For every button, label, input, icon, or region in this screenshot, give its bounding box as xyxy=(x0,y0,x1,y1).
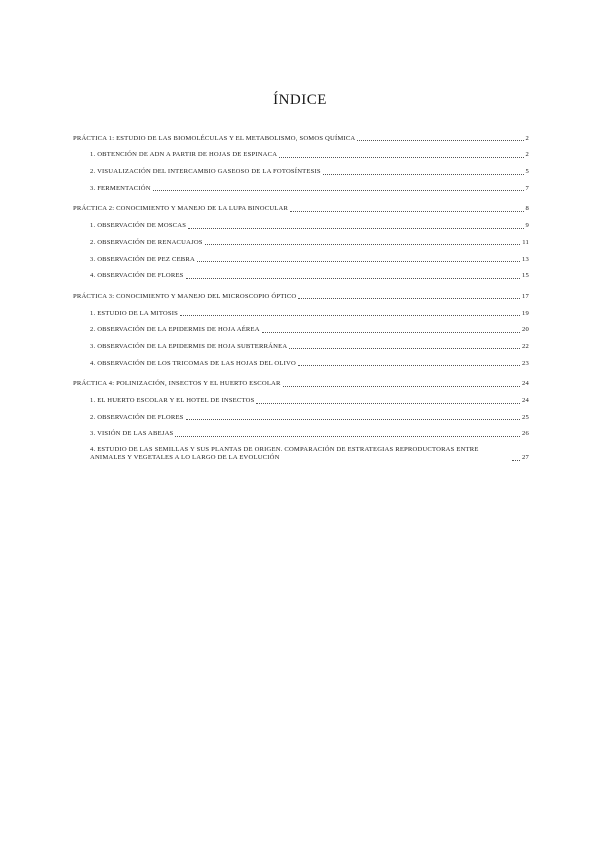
dot-leader xyxy=(357,140,523,141)
dot-leader xyxy=(205,244,521,245)
toc-entry-label: 3. OBSERVACIÓN DE PEZ CEBRA xyxy=(90,255,195,263)
toc-entry-3-2[interactable] xyxy=(73,318,529,335)
toc-entry-label: 2. OBSERVACIÓN DE LA EPIDERMIS DE HOJA AÉREA xyxy=(90,326,260,334)
toc-entry-page: 20 xyxy=(522,326,529,334)
toc-entry-page: 2 xyxy=(525,134,529,142)
toc-entry-practica-1[interactable] xyxy=(73,126,529,143)
toc-entry-page: 13 xyxy=(522,255,529,263)
toc-entry-page: 15 xyxy=(522,272,529,280)
toc-entry-2-1[interactable] xyxy=(73,213,529,230)
toc-entry-page: 7 xyxy=(525,184,529,192)
toc-entry-label: 4. OBSERVACIÓN DE LOS TRICOMAS DE LAS HOJAS DEL OLIVO xyxy=(90,359,296,367)
toc-entry-page: 5 xyxy=(525,168,529,176)
toc-entry-page: 26 xyxy=(522,430,529,438)
toc-entry-page: 24 xyxy=(522,397,529,404)
toc-entry-page: 25 xyxy=(522,413,529,421)
dot-leader xyxy=(262,332,520,333)
toc-entry-2-3[interactable] xyxy=(73,247,529,264)
toc-entry-practica-4[interactable] xyxy=(73,372,529,389)
toc-entry-label: 2. OBSERVACIÓN DE RENACUAJOS xyxy=(90,238,203,246)
toc-entry-page: 17 xyxy=(522,292,529,300)
toc-entry-page: 24 xyxy=(522,380,529,388)
dot-leader xyxy=(323,174,524,175)
toc-entry-page: 2 xyxy=(525,151,529,159)
toc-entry-1-3[interactable] xyxy=(73,176,529,193)
dot-leader xyxy=(153,190,524,191)
toc-entry-label: 1. ESTUDIO DE LA MITOSIS xyxy=(90,309,179,317)
toc-entry-label: 3. OBSERVACIÓN DE LA EPIDERMIS DE HOJA SUBTERRÁNEA xyxy=(90,342,288,350)
toc-entry-label: 2. OBSERVACIÓN DE FLORES xyxy=(90,413,184,421)
toc-entry-practica-3[interactable] xyxy=(73,284,529,301)
toc-entry-page: 23 xyxy=(522,359,529,367)
toc-entry-3-3[interactable] xyxy=(73,334,529,351)
toc-entry-label: 3. FERMENTACIÓN xyxy=(90,184,151,192)
dot-leader xyxy=(180,315,520,316)
dot-leader xyxy=(279,157,523,158)
dot-leader xyxy=(188,228,523,229)
toc-entry-3-1[interactable] xyxy=(73,301,529,318)
toc-entry-label: PRÁCTICA 4: POLINIZACIÓN, INSECTOS Y EL HUERTO ESCOLAR xyxy=(73,380,281,388)
toc-entry-practica-2[interactable] xyxy=(73,197,529,214)
toc-entry-1-1[interactable] xyxy=(73,143,529,160)
page-title: ÍNDICE xyxy=(273,92,327,108)
toc-entry-2-2[interactable] xyxy=(73,230,529,247)
toc-entry-label: PRÁCTICA 3: CONOCIMIENTO Y MANEJO DEL MICROSCOPIO ÓPTICO xyxy=(73,292,297,300)
toc-entry-page: 9 xyxy=(525,222,529,230)
toc-entry-label: 1. EL HUERTO ESCOLAR Y EL HOTEL DE INSECTOS xyxy=(90,397,255,404)
toc-entry-label: PRÁCTICA 2: CONOCIMIENTO Y MANEJO DE LA LUPA BINOCULAR xyxy=(73,205,289,213)
toc-entry-label: 1. OBSERVACIÓN DE MOSCAS xyxy=(90,222,187,230)
dot-leader xyxy=(256,403,520,404)
dot-leader xyxy=(186,278,520,279)
toc-entry-page: 22 xyxy=(522,342,529,350)
toc-entry-4-3[interactable] xyxy=(73,422,529,439)
toc-entry-3-4[interactable] xyxy=(73,351,529,368)
toc-entry-label: 4. OBSERVACIÓN DE FLORES xyxy=(90,272,184,280)
dot-leader xyxy=(197,261,520,262)
dot-leader xyxy=(512,460,520,461)
dot-leader xyxy=(289,348,520,349)
toc-entry-4-4[interactable] xyxy=(73,438,529,462)
dot-leader xyxy=(186,419,520,420)
toc-entry-4-2[interactable] xyxy=(73,405,529,422)
toc-entry-1-2[interactable] xyxy=(73,159,529,176)
toc-entry-label: 1. OBTENCIÓN DE ADN A PARTIR DE HOJAS DE ESPINACA xyxy=(90,151,278,159)
toc-entry-page: 8 xyxy=(525,205,529,213)
dot-leader xyxy=(298,365,520,366)
dot-leader xyxy=(283,386,520,387)
toc-entry-page: 11 xyxy=(522,238,529,246)
toc-entry-label: 4. ESTUDIO DE LAS SEMILLAS Y SUS PLANTAS DE ORIGEN. COMPARACIÓN DE ESTRATEGIAS REPRODUCTORAS ENTRE ANIMALES Y VEGETALES A LO LARGO DE LA EVOLUCIÓN xyxy=(90,446,479,462)
table-of-contents xyxy=(73,126,529,462)
toc-entry-label: 3. VISIÓN DE LAS ABEJAS xyxy=(90,430,174,438)
dot-leader xyxy=(175,436,520,437)
toc-entry-4-1[interactable] xyxy=(73,388,529,405)
toc-entry-page: 19 xyxy=(522,309,529,317)
toc-entry-label: 2. VISUALIZACIÓN DEL INTERCAMBIO GASEOSO DE LA FOTOSÍNTESIS xyxy=(90,168,321,176)
toc-entry-label: PRÁCTICA 1: ESTUDIO DE LAS BIOMOLÉCULAS Y EL METABOLISMO, SOMOS QUÍMICA xyxy=(73,134,356,142)
toc-entry-page: 27 xyxy=(522,454,529,462)
dot-leader xyxy=(290,211,523,212)
toc-entry-2-4[interactable] xyxy=(73,264,529,281)
dot-leader xyxy=(298,298,520,299)
